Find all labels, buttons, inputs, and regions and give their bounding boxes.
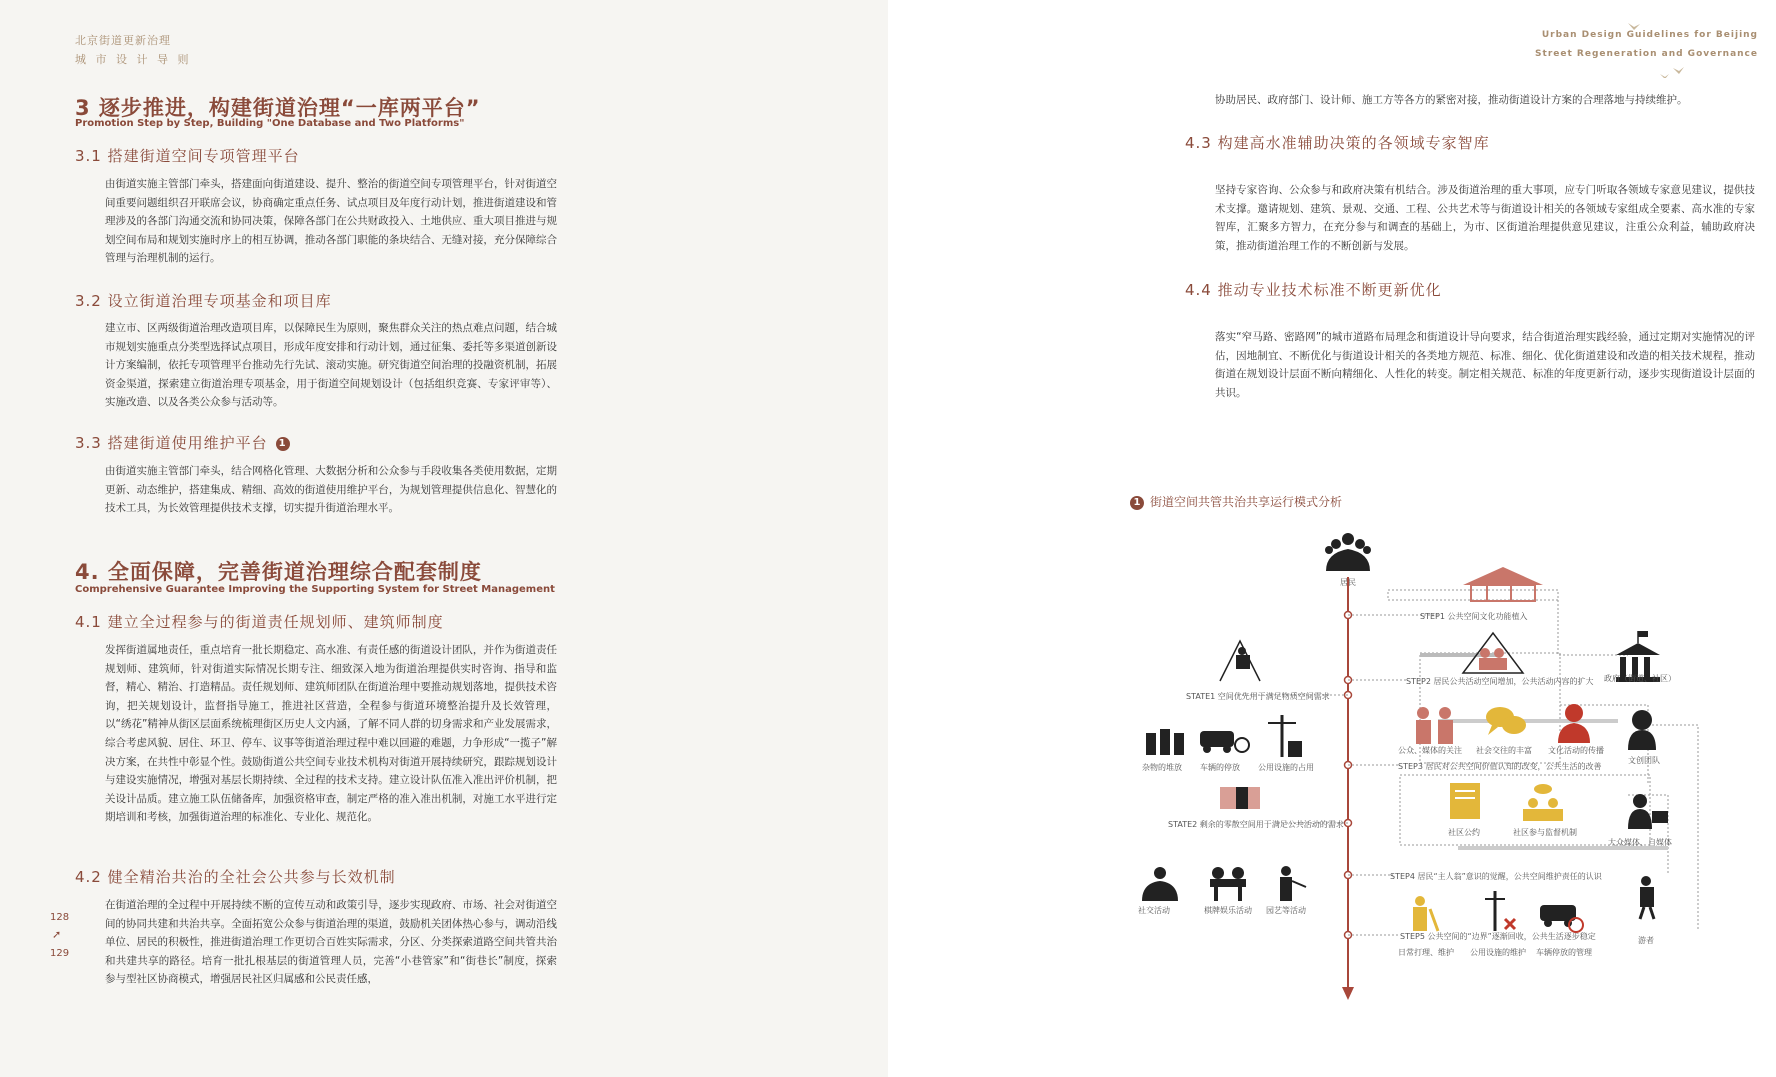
social-activity-icon <box>1142 867 1178 901</box>
community-convention-icon <box>1450 783 1480 819</box>
step4-label: STEP4 居民“主人翁”意识的觉醒，公共空间维护责任的认识 <box>1390 872 1602 881</box>
section-4-3-text: 坚持专家咨询、公众参与和政府决策有机结合。涉及街道治理的重大事项，应专门听取各领域专家意见建议，提供技术支撑。邀请规划、建筑、景观、交通、工程、公共艺术等与街道设计相关的各领域专家组成全要素、高水准的专家智库，汇聚多方智力，在充分参与和调查的基础上，为市、区街道治理提供意见建议，注重公众利益，辅助政府决策，推动街道治理工作的不断创新与发展。 <box>1215 184 1755 252</box>
header-title: 北京街道更新治理 <box>75 34 171 47</box>
label-resident: 居民 <box>1340 578 1356 587</box>
birds-decoration-icon <box>1608 18 1698 78</box>
label-utility-pole: 公用设施的占用 <box>1258 763 1314 772</box>
section-4-2-title: 4.2 健全精治共治的全社会公共参与长效机制 <box>75 868 396 886</box>
daily-care-icon <box>1413 896 1438 931</box>
section-3-2-text: 建立市、区两级街道治理改造项目库，以保障民生为原则，聚焦群众关注的热点难点问题，结合城市规划实施重点分类型选择试点项目，形成年度安排和行动计划，通过征集、委托等多渠道创新设计方案编制，依托专项管理平台推动先行先试、滚动实施。研究街道空间治理的投融资机制，拓展资金渠道，探索建立街道治理专项基金，用于街道空间规划设计（包括组织竞赛、专家评审等）、实施改造、以及各类公众参与活动等。 <box>105 322 557 409</box>
step1-label: STEP1 公共空间文化功能植入 <box>1420 612 1528 621</box>
label-chess-activity: 棋牌娱乐活动 <box>1204 906 1252 915</box>
culture-canopy-icon <box>1463 567 1543 601</box>
section-4-4-title: 4.4 推动专业技术标准不断更新优化 <box>1185 281 1442 299</box>
continued-text: 协助居民、政府部门、设计师、施工方等各方的紧密对接，推动街道设计方案的合理落地与持续维护。 <box>1215 94 1688 106</box>
step2-label: STEP2 居民公共活动空间增加，公共活动内容的扩大 <box>1406 677 1594 686</box>
section-3-3-text: 由街道实施主管部门牵头，结合网格化管理、大数据分析和公众参与手段收集各类使用数据，定期更新、动态维护，搭建集成、精细、高效的街道使用维护平台，为规划管理提供信息化、智慧化的技术工具，为长效管理提供技术支撑，切实提升街道治理水平。 <box>105 465 557 515</box>
section-4-title: 4. 全面保障，完善街道治理综合配套制度 <box>75 560 482 584</box>
car-parking-icon <box>1200 731 1249 753</box>
chess-activity-icon <box>1210 867 1246 901</box>
label-gardening: 园艺等活动 <box>1266 906 1306 915</box>
creative-team-icon <box>1628 710 1656 750</box>
parking-management-icon <box>1540 905 1583 932</box>
label-culture-spread: 文化活动的传播 <box>1548 746 1604 755</box>
timeline-arrow-icon <box>1342 987 1354 1000</box>
page-number-right: 129 <box>50 948 70 959</box>
utility-pole-icon <box>1268 715 1302 757</box>
label-supervision: 社区参与监督机制 <box>1513 828 1577 837</box>
step3-label: STEP3 居民对公共空间价值认知的改变，公共生活的改善 <box>1398 762 1602 771</box>
tourist-icon <box>1640 876 1654 919</box>
label-parking-management: 车辆停放的管理 <box>1536 948 1592 957</box>
page-number-left: 128 <box>50 912 70 923</box>
header-english-2: Street Regeneration and Governance <box>1535 49 1758 59</box>
section-3-2-title: 3.2 设立街道治理专项基金和项目库 <box>75 292 332 310</box>
figure-caption <box>1130 493 1342 510</box>
figure-badge: 1 <box>1130 496 1144 510</box>
label-social-activity: 社交活动 <box>1138 906 1170 915</box>
label-sundry: 杂物的堆放 <box>1142 763 1182 772</box>
state1-label: STATE1 空间优先用于满足物质空间需求 <box>1186 692 1330 701</box>
section-4-2-text: 在街道治理的全过程中开展持续不断的宣传互动和政策引导，逐步实现政府、市场、社会对街道空间的协同共建和共治共享。全面拓宽公众参与街道治理的渠道，鼓励机关团体热心参与，调动沿线单位、居民的积极性，推进街道治理工作更切合百姓实际需求，分区、分类探索道路空间共管共治和共建共享的路径。培育一批扎根基层的街道管理人员，完善“小巷管家”和“街巷长”制度，探索参与型社区协商模式，增强居民社区归属感和公民责任感， <box>105 899 557 986</box>
public-activity-icon <box>1220 787 1260 809</box>
facility-maintenance-icon <box>1485 891 1515 931</box>
resident-group-icon <box>1325 533 1371 571</box>
media-camera-icon <box>1628 794 1668 829</box>
right-page <box>888 0 1776 1077</box>
section-3-3-label: 3.3 搭建街道使用维护平台 <box>75 434 268 452</box>
culture-worker-icon <box>1558 704 1590 743</box>
label-social-exchange: 社会交往的丰富 <box>1476 746 1532 755</box>
label-creative-team: 文创团队 <box>1628 756 1660 765</box>
label-facility-maintenance: 公用设施的维护 <box>1470 948 1526 957</box>
chat-bubble-icon <box>1486 707 1526 735</box>
label-public-attention: 公众、媒体的关注 <box>1398 746 1462 755</box>
construction-icon <box>1220 641 1260 681</box>
figure-title: 街道空间共管共治共享运行模式分析 <box>1150 495 1343 509</box>
section-4-3-title: 4.3 构建高水准辅助决策的各领域专家智库 <box>1185 134 1490 152</box>
label-government: 政府（街道、社区） <box>1604 674 1676 683</box>
sundry-pile-icon <box>1146 729 1184 755</box>
section-3-3-title <box>75 432 290 453</box>
supervision-icon <box>1523 784 1563 821</box>
figure-ref-badge: 1 <box>276 437 290 451</box>
label-daily-care: 日常打理、维护 <box>1398 948 1454 957</box>
section-4-1-text: 发挥街道属地责任，重点培育一批长期稳定、高水准、有责任感的街道设计团队，并作为街道责任规划师、建筑师，针对街道实际情况长期专注、细致深入地为街道治理提供实时咨询、指导和监督，精心、精治、打造精品。责任规划师、建筑师团队在街道治理中要推动规划落地，提供技术咨询，把关规划设计，监督指导施工，推进社区营造，全程参与街道环境整治提升及长效管理，以“绣花”精神从街区层面系统梳理街区历史人文内涵，了解不同人群的切身需求和产业发展需求，综合考虑风貌、居住、环卫、停车、议事等街道治理过程中难以回避的难题，力争形成“一揽子”解决方案，在共性中彰显个性。鼓励街道公共空间专业技术机构对街道开展持续研究，跟踪规划设计与建设实施情况，增强对基层长期持续、全过程的技术支持。建立设计队伍准入准出评价机制，把关设计品质。建立施工队伍储备库，加强资格审查，制定严格的准入准出机制，对施工水平进行定期培训和考核，加强街道治理的标准化、专业化、规范化。 <box>105 644 557 824</box>
section-4-4-text: 落实“窄马路、密路网”的城市道路布局理念和街道设计导向要求，结合街道治理实践经验，通过定期对实施情况的评估，因地制宜、不断优化与街道设计相关的各类地方规范、标准、细化、优化街道建设和改造的相关技术规程，推动街道在规划设计层面不断向精细化、人性化的转变。制定相关规范、标准的年度更新行动，逐步实现街道设计层面的共识。 <box>1215 331 1755 399</box>
label-media: 大众媒体、自媒体 <box>1608 838 1672 847</box>
label-community-convention: 社区公约 <box>1448 828 1480 837</box>
header-subtitle: 城 市 设 计 导 则 <box>75 53 192 66</box>
state2-label: STATE2 剩余的零散空间用于满足公共活动的需求 <box>1168 820 1344 829</box>
header-english-1: Urban Design Guidelines for Beijing <box>1541 30 1758 40</box>
section-3-english: Promotion Step by Step, Building "One Database and Two Platforms" <box>75 118 465 129</box>
gardening-icon <box>1280 866 1306 901</box>
section-4-english: Comprehensive Guarantee Improving the Supporting System for Street Management <box>75 584 555 595</box>
label-car-parking: 车辆的停放 <box>1200 763 1240 772</box>
section-3-1-text: 由街道实施主管部门牵头，搭建面向街道建设、提升、整治的街道空间专项管理平台，针对街道空间重要问题组织召开联席会议，协商确定重点任务、试点项目及年度行动计划，推进街道建设和管理涉及的各部门沟通交流和协同决策，保障各部门在公共财政投入、土地供应、重大项目推进与规划空间布局和规划实施时序上的相互协调，推动各部门职能的条块结合、无缝对接，充分保障综合管理与治理机制的运行。 <box>105 178 557 265</box>
public-attention-icon <box>1416 707 1453 744</box>
section-3-1-title: 3.1 搭建街道空间专项管理平台 <box>75 147 300 165</box>
step5-label: STEP5 公共空间的“边界”逐渐回收，公共生活逐步稳定 <box>1400 932 1596 941</box>
page-arrow-icon: ➚ <box>52 928 62 941</box>
section-4-1-title: 4.1 建立全过程参与的街道责任规划师、建筑师制度 <box>75 613 444 631</box>
governance-diagram <box>1108 525 1768 1005</box>
label-tourist: 游者 <box>1638 936 1654 945</box>
section-3-title: 3 逐步推进，构建街道治理“一库两平台” <box>75 96 481 120</box>
